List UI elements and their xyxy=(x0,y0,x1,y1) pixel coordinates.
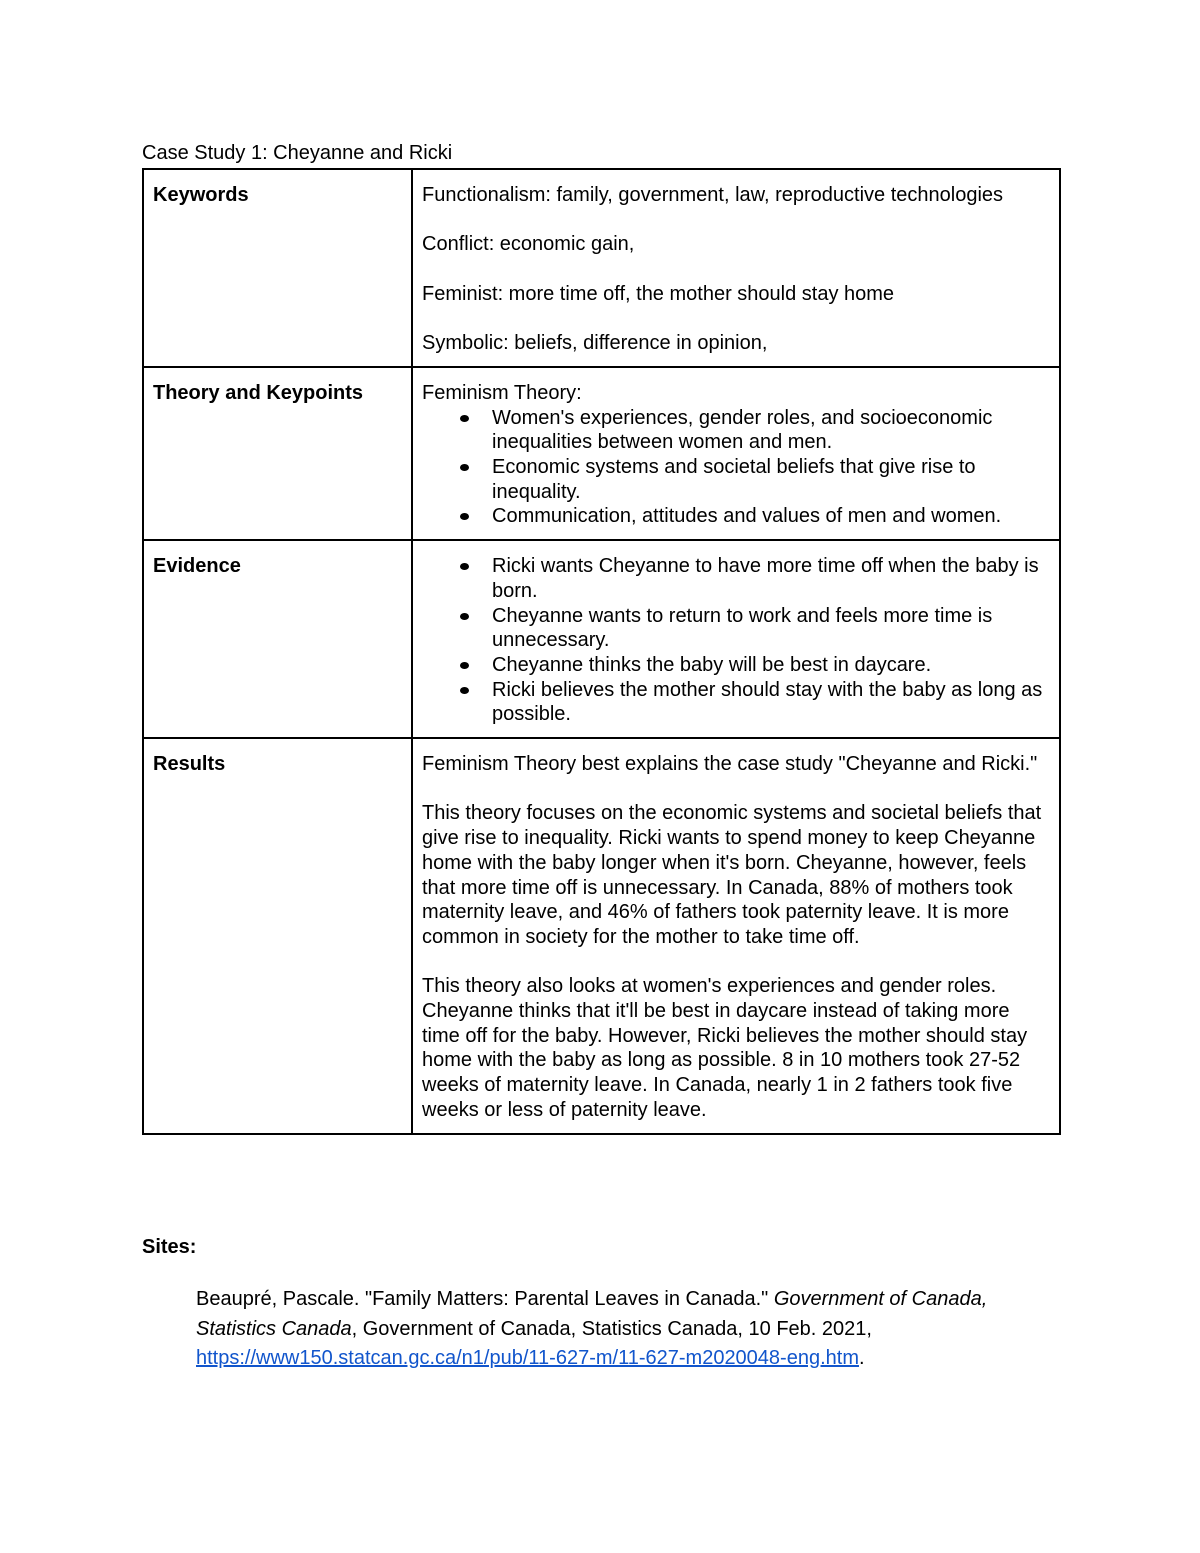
table-row-theory xyxy=(143,367,1060,540)
sites-heading: Sites: xyxy=(142,1236,197,1258)
citation-link[interactable]: https://www150.statcan.gc.ca/n1/pub/11-627-m/11-627-m2020048-eng.htm xyxy=(196,1347,859,1369)
keyword-feminist: Feminist: more time off, the mother should stay home xyxy=(422,282,895,305)
table-row-results xyxy=(143,738,1060,1134)
list-item: Women's experiences, gender roles, and socioeconomic inequalities between women and men. xyxy=(422,406,1051,455)
keyword-conflict: Conflict: economic gain, xyxy=(422,233,635,256)
case-study-table xyxy=(142,168,1061,1135)
table-row-keywords xyxy=(143,169,1060,367)
table-row-evidence xyxy=(143,540,1060,738)
document-title: Case Study 1: Cheyanne and Ricki xyxy=(142,142,453,164)
row-label-theory: Theory and Keypoints xyxy=(143,367,412,540)
list-item: Economic systems and societal beliefs that give rise to inequality. xyxy=(422,455,1051,504)
list-item: Ricki believes the mother should stay with the baby as long as possible. xyxy=(422,678,1051,727)
citation-author-title: Beaupré, Pascale. "Family Matters: Parental Leaves in Canada." xyxy=(196,1288,774,1310)
list-item: Communication, attitudes and values of men and women. xyxy=(422,504,1051,529)
keyword-functionalism: Functionalism: family, government, law, reproductive technologies xyxy=(422,184,1004,206)
citation-entry xyxy=(196,1285,1066,1374)
citation-end: . xyxy=(858,1347,865,1369)
citation-publisher-date: , Government of Canada, Statistics Canada, 10 Feb. 2021, xyxy=(351,1317,872,1340)
evidence-bullet-list xyxy=(422,554,1051,727)
citation-container: Government of Canada, Statistics Canada xyxy=(196,1288,988,1340)
results-paragraph: Feminism Theory best explains the case study "Cheyanne and Ricki." xyxy=(422,753,1038,776)
keyword-symbolic: Symbolic: beliefs, difference in opinion, xyxy=(422,332,768,355)
results-paragraph: This theory also looks at women's experiences and gender roles. Cheyanne thinks that it'll be best in daycare instead of taking more time off for the baby. However, Ricki believes the mother should stay home with the baby as long as possible. 8 in 10 mothers took 27-52 weeks of maternity leave. In Canada, nearly 1 in 2 fathers took five weeks or less of paternity leave. xyxy=(422,975,1028,1121)
list-item: Cheyanne wants to return to work and feels more time is unnecessary. xyxy=(422,604,1051,653)
list-item: Ricki wants Cheyanne to have more time off when the baby is born. xyxy=(422,554,1051,603)
list-item: Cheyanne thinks the baby will be best in daycare. xyxy=(422,653,1051,678)
theory-content xyxy=(412,367,1060,540)
keywords-content xyxy=(412,169,1060,367)
results-content xyxy=(412,738,1060,1134)
theory-intro: Feminism Theory: xyxy=(422,381,582,404)
row-label-results: Results xyxy=(143,738,412,1134)
evidence-content xyxy=(412,540,1060,738)
row-label-keywords: Keywords xyxy=(143,169,412,367)
row-label-evidence: Evidence xyxy=(143,540,412,738)
theory-bullet-list xyxy=(422,406,1051,530)
results-paragraph: This theory focuses on the economic systems and societal beliefs that give rise to inequality. Ricki wants to spend money to keep Cheyanne home with the baby longer when it's born. Cheyanne, however, feels that more time off is unnecessary. In Canada, 88% of mothers took maternity leave, and 46% of fathers took paternity leave. It is more common in society for the mother to take time off. xyxy=(422,802,1042,948)
